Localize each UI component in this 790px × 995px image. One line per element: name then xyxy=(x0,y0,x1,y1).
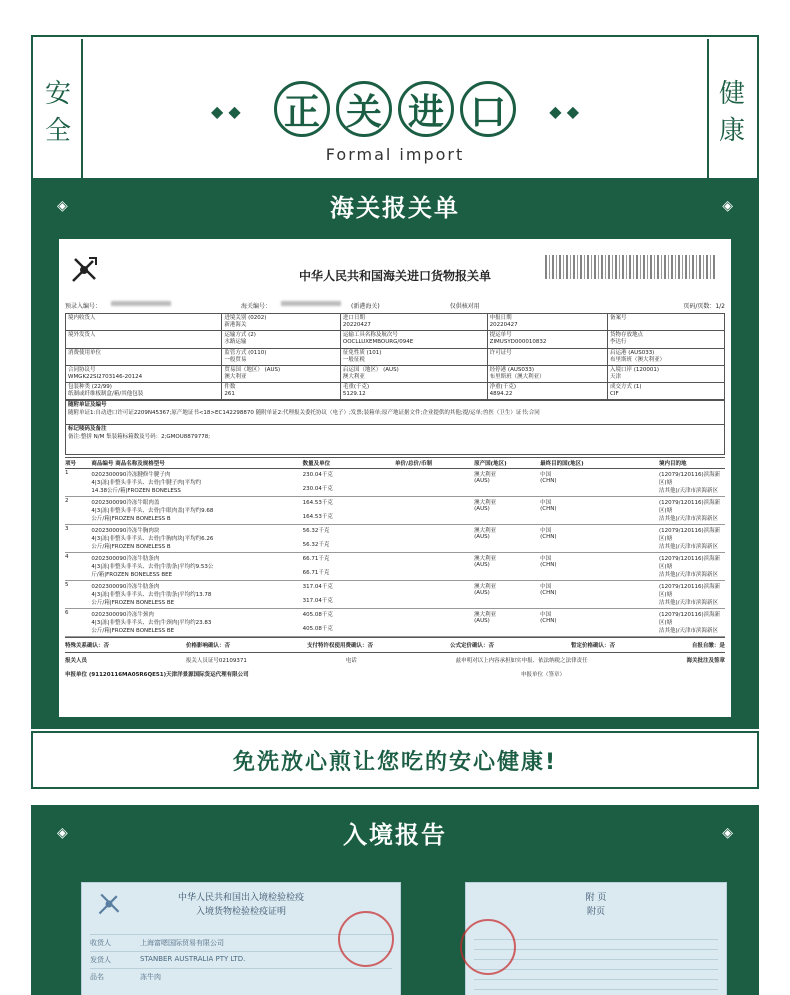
diamond-icon: ◈ xyxy=(722,824,733,841)
company: 申报单位 (91120116MA05R6QE51)天津洋景源国际货运代理有限公司 xyxy=(65,672,249,679)
slogan-frame xyxy=(31,731,759,789)
field-cell: 消费使用单位 xyxy=(66,348,222,365)
goods-cell: (12079/120116)滨海新区(塘 沽其他)/天津市滨海新区 xyxy=(658,556,721,579)
title-char: 正 xyxy=(274,81,330,137)
section-title: 海关报关单 xyxy=(330,194,460,222)
field-cell: 进境关别 (0202) 新港海关 xyxy=(222,314,341,331)
goods-cell: 中国 (CHN) xyxy=(540,612,557,625)
goods-cell: 56.32千克 56.32千克 xyxy=(302,528,330,549)
confirm-item: 特殊关系确认：否 xyxy=(65,643,110,650)
goods-cell: 澳大利亚 (AUS) xyxy=(474,584,497,597)
goods-cell: (12079/120116)滨海新区(塘 沽其他)/天津市滨海新区 xyxy=(658,584,721,607)
declaration-area xyxy=(31,231,759,729)
customs-declaration xyxy=(59,239,731,717)
docs-label: 随附单证及编号 xyxy=(68,402,107,409)
attachment-title: 附 页 xyxy=(585,893,607,903)
table-row xyxy=(65,525,725,553)
cert-cell: STANBER AUSTRALIA PTY LTD. xyxy=(140,954,246,963)
cert-cell: 上海富嗯国际贸易有限公司 xyxy=(140,938,224,947)
goods-cell: 澳大利亚 (AUS) xyxy=(474,528,497,541)
table-row xyxy=(65,581,725,609)
title-char: 进 xyxy=(398,81,454,137)
goods-cell: 66.71千克 66.71千克 xyxy=(302,556,330,577)
table-row xyxy=(65,609,725,637)
certificate-attachment xyxy=(465,882,727,995)
goods-cell xyxy=(395,582,474,607)
section-title: 入境报告 xyxy=(343,821,447,849)
section-bar-report xyxy=(31,805,759,860)
goods-cell: 中国 (CHN) xyxy=(540,500,557,513)
field-cell: 备案号 xyxy=(608,314,725,331)
field-cell: 入境口岸 (120001) 天津 xyxy=(608,365,725,382)
diamond-icon: ◆ ◆ xyxy=(211,102,241,121)
declarant-label: 报关人员 xyxy=(65,658,88,665)
declarant-id: 报关人员证号02109371 xyxy=(185,658,247,665)
field-cell: 包装种类 (22/99) 纸制或纤维板制盒/箱/其他包装 xyxy=(66,383,222,400)
field-cell: 净重(千克) 4894.22 xyxy=(487,383,607,400)
field-cell: 境内收货人 xyxy=(66,314,222,331)
goods-cell xyxy=(395,610,474,635)
field-cell: 许可证号 xyxy=(487,348,607,365)
goods-header: 原产国(地区) xyxy=(474,461,507,468)
barcode xyxy=(545,255,715,279)
goods-cell: 164.53千克 164.53千克 xyxy=(302,500,333,521)
goods-cell: 0202300090冷冻牛眼肉盖 4|3|冻|非整头非半头、去骨|牛眼肉盖|平均约9.68 公斤/箱|FROZEN BONELESS B xyxy=(91,500,214,523)
statement: 兹申明对以上内容承担如实申报、依法纳税之法律责任 xyxy=(455,658,588,665)
goods-cell: 0202300090冷冻牛胸肉块 4|3|冻|非整头非半头、去骨|牛胸肉块|平均约6.26 公斤/箱|FROZEN BONELESS B xyxy=(91,528,214,551)
diamond-icon: ◈ xyxy=(57,197,68,214)
goods-cell: 中国 (CHN) xyxy=(540,584,557,597)
phone-label: 电话 xyxy=(345,658,357,665)
goods-header: 项号 xyxy=(65,461,77,468)
goods-cell: 澳大利亚 (AUS) xyxy=(474,556,497,569)
field-cell: 启运港 (AUS033) 布里斯班（澳大利亚） xyxy=(608,348,725,365)
left-side-label: 安 全 xyxy=(35,39,83,181)
goods-header: 数量及单位 xyxy=(302,461,331,468)
reference-note: 仅供核对用 xyxy=(449,303,480,310)
confirm-item: 自报自缴：是 xyxy=(691,643,725,650)
goods-cell: 2 xyxy=(65,498,69,505)
page-subtitle: Formal import xyxy=(325,145,465,164)
confirm-item: 支付特许权使用费确认：否 xyxy=(306,643,373,650)
goods-cell xyxy=(395,526,474,551)
goods-cell: 0202300090冷冻牛肋条肉 4|3|冻|非整头非半头、去骨|牛肋条|平均约9.53公 斤/箱|FROZEN BONELESS BEE xyxy=(91,556,214,579)
goods-header: 商品编号 商品名称及规格型号 xyxy=(91,461,165,468)
cert-cell: 收货人 xyxy=(90,938,111,947)
goods-cell: (12079/120116)滨海新区(塘 沽其他)/天津市滨海新区 xyxy=(658,528,721,551)
goods-cell: 0202300090冷冻腱修牛腱子肉 4|3|冻|非整头非半头、去骨|牛腱子肉|平均约 14.38公斤/箱|FROZEN BONELESS xyxy=(91,472,202,495)
company-sign: 申报单位（签章） xyxy=(520,672,565,679)
cert-title-1: 中华人民共和国出入境检验检疫 xyxy=(177,893,304,903)
cert-cell: 发货人 xyxy=(90,955,111,964)
goods-cell: 澳大利亚 (AUS) xyxy=(474,472,497,485)
cert-cell: 品名 xyxy=(90,972,104,981)
field-cell: 申报日期 20220427 xyxy=(487,314,607,331)
field-cell: 货物存放地点 李达行 xyxy=(608,331,725,348)
pre-entry-label: 预录入编号： xyxy=(65,303,102,310)
goods-cell: 317.04千克 317.04千克 xyxy=(302,584,333,605)
diamond-icon: ◆ ◆ xyxy=(549,102,579,121)
goods-cell: 中国 (CHN) xyxy=(540,528,557,541)
field-cell: 运输工具名称及航次号 OOCLLUXEMBOURG/094E xyxy=(340,331,487,348)
confirm-item: 价格影响确认：否 xyxy=(185,643,230,650)
goods-cell xyxy=(395,554,474,579)
goods-cell xyxy=(395,470,474,495)
goods-cell: (12079/120116)滨海新区(塘 沽其他)/天津市滨海新区 xyxy=(658,612,721,635)
marks-label: 标记唛码及备注 xyxy=(68,426,107,433)
red-stamp xyxy=(338,911,394,967)
docs-text: 随附单证1:自动进口许可证2209N45367;原产地证书<18>EC142298870 随附单证2:代理报关委托协议（电子）;发票;装箱单;原产地证据文件;企业提供的其他;提/运单;兽医（卫生）证书;合同 xyxy=(68,409,540,416)
header-frame xyxy=(31,35,759,190)
report-area xyxy=(31,860,759,995)
diamond-icon: ◈ xyxy=(57,824,68,841)
goods-cell: 1 xyxy=(65,470,69,477)
page-title xyxy=(33,81,757,164)
cert-row xyxy=(90,968,392,985)
port-note: (新港海关) xyxy=(351,303,380,310)
field-cell: 合同协议号 WMGK22SI2703146-20124 xyxy=(66,365,222,382)
goods-cell: 中国 (CHN) xyxy=(540,556,557,569)
field-cell: 件数 261 xyxy=(222,383,341,400)
customs-no-label: 海关编号： xyxy=(241,303,272,310)
declaration-title: 中华人民共和国海关进口货物报关单 xyxy=(298,269,491,283)
declaration-fields xyxy=(65,313,725,400)
slogan-text: 免洗放心煎让您吃的安心健康! xyxy=(232,749,558,775)
goods-cell: 6 xyxy=(65,610,69,617)
goods-header: 最终目的国(地区) xyxy=(540,461,584,468)
field-cell: 经停港 (AUS033) 布里斯班（澳大利亚） xyxy=(487,365,607,382)
inspection-certificate xyxy=(81,882,401,995)
cert-cell: 冻牛肉 xyxy=(140,972,161,981)
inspection-emblem-icon xyxy=(96,891,122,917)
field-cell: 运输方式 (2) 水路运输 xyxy=(222,331,341,348)
diamond-icon: ◈ xyxy=(722,197,733,214)
goods-cell: 4 xyxy=(65,554,69,561)
field-cell: 成交方式 (1) CIF xyxy=(608,383,725,400)
table-row xyxy=(65,497,725,525)
field-cell: 征免性质 (101) 一般征税 xyxy=(340,348,487,365)
goods-cell: 0202300090冷冻牛肋条肉 4|3|冻|非整头非半头、去骨|牛肋条|平均约13.78 公斤/箱|FROZEN BONELESS BE xyxy=(91,584,212,607)
confirm-item: 暂定价格确认：否 xyxy=(570,643,615,650)
table-row xyxy=(65,469,725,497)
goods-header: 境内目的地 xyxy=(658,461,687,468)
title-char: 口 xyxy=(460,81,516,137)
goods-cell: 0202300090冷冻牛颈肉 4|3|冻|非整头非半头、去骨|牛颈肉|平均约23.83 公斤/箱|FROZEN BONELESS BE xyxy=(91,612,212,635)
goods-cell: 澳大利亚 (AUS) xyxy=(474,612,497,625)
goods-cell: 230.04千克 230.04千克 xyxy=(302,472,333,493)
page-number: 页码/页数：1/2 xyxy=(683,303,725,310)
goods-cell xyxy=(395,498,474,523)
goods-cell: 5 xyxy=(65,582,69,589)
title-char: 关 xyxy=(336,81,392,137)
field-cell: 监管方式 (0110) 一般贸易 xyxy=(222,348,341,365)
declaration-docs xyxy=(65,400,725,455)
confirm-item: 公式定价确认：否 xyxy=(449,643,494,650)
field-cell: 启运国（地区） (AUS) 澳大利亚 xyxy=(340,365,487,382)
confirm-line xyxy=(65,638,725,652)
goods-cell: (12079/120116)滨海新区(塘 沽其他)/天津市滨海新区 xyxy=(658,472,721,495)
field-cell: 提运单号 ZIMUSYD000010832 xyxy=(487,331,607,348)
field-cell: 境外发货人 xyxy=(66,331,222,348)
goods-header: 单价/总价/币制 xyxy=(394,461,432,468)
section-bar-declaration xyxy=(31,178,759,233)
right-side-label: 健 康 xyxy=(707,39,755,181)
field-cell: 毛重(千克) 5129.12 xyxy=(340,383,487,400)
goods-cell: 中国 (CHN) xyxy=(540,472,557,485)
field-cell: 贸易国（地区） (AUS) 澳大利亚 xyxy=(222,365,341,382)
goods-cell: 3 xyxy=(65,526,69,533)
attachment-subtitle: 附页 xyxy=(586,907,605,918)
goods-cell: 澳大利亚 (AUS) xyxy=(474,500,497,513)
field-cell: 进口日期 20220427 xyxy=(340,314,487,331)
red-stamp xyxy=(460,919,516,975)
cert-title-2: 入境货物检验检疫证明 xyxy=(195,907,286,918)
goods-table xyxy=(65,457,725,638)
marks-text: 备注:整拼 N/M 集装箱标箱数及号码：2;GMOU8879778; xyxy=(68,433,211,440)
goods-cell: 405.08千克 405.08千克 xyxy=(302,612,333,633)
table-row xyxy=(65,553,725,581)
goods-cell: (12079/120116)滨海新区(塘 沽其他)/天津市滨海新区 xyxy=(658,500,721,523)
customs-sign: 海关批注及签章 xyxy=(686,658,725,665)
